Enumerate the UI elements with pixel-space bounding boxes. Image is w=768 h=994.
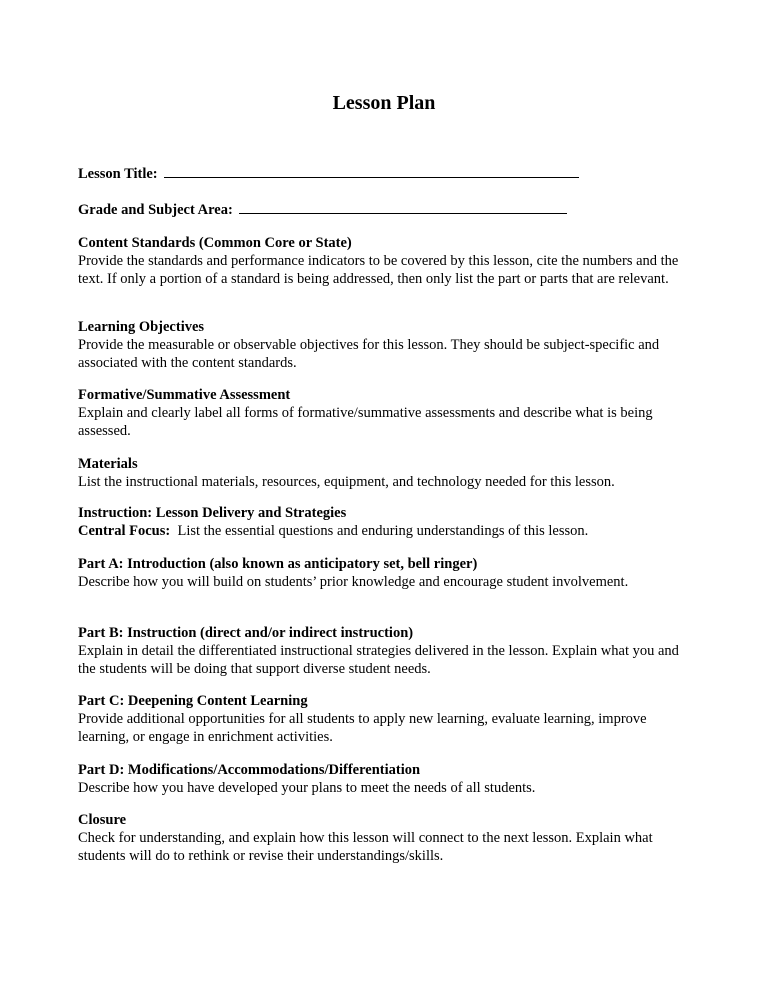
section-materials [78,455,693,491]
central-focus-text: List the essential questions and enduring understandings of this lesson. [177,523,589,539]
section-heading: Closure [78,812,127,828]
page-title: Lesson Plan [332,92,436,114]
section-part-a [78,555,693,591]
section-heading: Learning Objectives [78,319,205,335]
section-part-d [78,761,693,797]
lesson-title-blank-line[interactable] [164,163,579,178]
section-learning-objectives [78,318,693,372]
grade-subject-label: Grade and Subject Area: [78,202,233,218]
section-part-c [78,692,693,746]
grade-subject-field [78,199,567,219]
section-heading: Materials [78,456,138,472]
section-assessment [78,386,693,440]
section-closure [78,811,693,865]
lesson-title-label: Lesson Title: [78,166,158,182]
section-heading: Part B: Instruction (direct and/or indirect instruction) [78,625,414,641]
section-body: Provide the standards and performance indicators to be covered by this lesson, cite the numbers and the text. If only a portion of a standard is being addressed, then only list the part or parts that are relevant. [78,253,679,287]
section-body: Explain in detail the differentiated instructional strategies delivered in the lesson. Explain what you and the students will be doing that support diverse student needs. [78,643,679,677]
section-body: Provide additional opportunities for all students to apply new learning, evaluate learning, improve learning, or engage in enrichment activities. [78,711,647,745]
lesson-title-field [78,163,579,183]
section-heading: Part D: Modifications/Accommodations/Differentiation [78,762,421,778]
section-body: List the instructional materials, resources, equipment, and technology needed for this lesson. [78,474,615,490]
section-heading: Formative/Summative Assessment [78,387,291,403]
grade-subject-blank-line[interactable] [239,199,567,214]
section-body: Check for understanding, and explain how this lesson will connect to the next lesson. Explain what students will do to rethink or revise their understandings/skills. [78,830,653,864]
section-heading: Part A: Introduction (also known as anticipatory set, bell ringer) [78,556,478,572]
section-body: Describe how you have developed your plans to meet the needs of all students. [78,780,536,796]
central-focus-label: Central Focus: [78,523,171,539]
section-heading: Instruction: Lesson Delivery and Strategies [78,505,347,521]
section-part-b [78,624,693,678]
section-body: Provide the measurable or observable objectives for this lesson. They should be subject-specific and associated with the content standards. [78,337,660,371]
section-body: Explain and clearly label all forms of formative/summative assessments and describe what is being assessed. [78,405,653,439]
section-content-standards [78,234,693,288]
section-instruction [78,504,693,540]
section-body [78,522,693,540]
section-heading: Content Standards (Common Core or State) [78,235,352,251]
section-body: Describe how you will build on students’ prior knowledge and encourage student involvement. [78,574,629,590]
section-heading: Part C: Deepening Content Learning [78,693,308,709]
